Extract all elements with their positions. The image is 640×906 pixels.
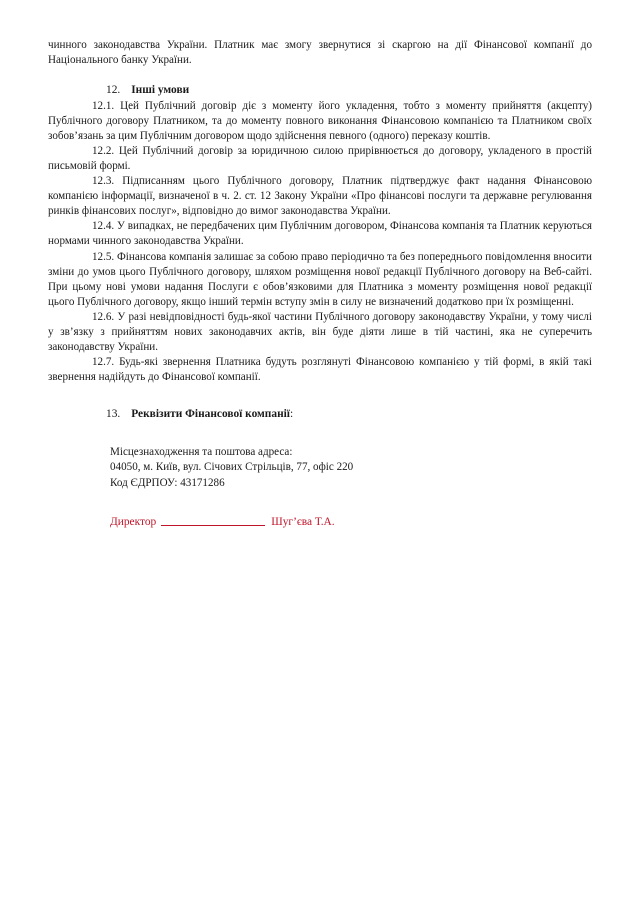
signature-name: Шуг’єва Т.А.: [271, 515, 335, 528]
spacer: [48, 385, 592, 407]
signature-line: [161, 516, 265, 526]
spacer: [48, 492, 592, 514]
carryover-paragraph: чинного законодавства України. Платник має змогу звернутися зі скаргою на дії Фінансової компанії до Національного банку України.: [48, 39, 592, 67]
spacer: [48, 423, 592, 445]
requisite-address-value: 04050, м. Київ, вул. Січових Стрільців, 77, офіс 220: [110, 461, 354, 474]
spacer: [48, 68, 592, 83]
paragraph-12-1: 12.1. Цей Публічний договір діє з моменту його укладення, тобто з моменту прийняття (акцепту) Публічного договору Платником, та до моменту повного виконання Фінансовою компанією та Платником своїх зобов’язань за цим Публічним договором щодо здійснення певного (одного) переказу коштів.: [48, 99, 592, 142]
paragraph-12-4: 12.4. У випадках, не передбачених цим Публічним договором, Фінансова компанія та Платник керуються нормами чинного законодавства України.: [48, 220, 592, 248]
section-number-12: 12.: [106, 84, 121, 97]
section-heading-12: [48, 83, 592, 98]
requisite-address-label: Місцезнаходження та поштова адреса:: [110, 445, 293, 458]
paragraph-12-7: 12.7. Будь-які звернення Платника будуть розглянуті Фінансовою компанією у тій формі, в якій такі звернення надійдуть до Фінансової компанії.: [48, 356, 592, 384]
section-number-13: 13.: [106, 408, 121, 421]
section-colon-13: :: [289, 408, 294, 421]
document-body: [48, 38, 592, 530]
requisites-block: [48, 445, 592, 492]
requisite-edrpou: Код ЄДРПОУ: 43171286: [110, 476, 225, 489]
section-title-13: Реквізити Фінансової компанії: [131, 408, 290, 421]
paragraph-12-3: 12.3. Підписанням цього Публічного договору, Платник підтверджує факт надання Фінансовою компанією інформації, визначеної в ч. 2. ст. 12 Закону України «Про фінансові послуги та державне регулювання ринків фінансових послуг», відповідно до вимог законодавства України.: [48, 175, 592, 218]
paragraph-12-6: 12.6. У разі невідповідності будь-якої частини Публічного договору законодавству України, у тому числі у зв’язку з прийняттям нових законодавчих актів, він буде діяти лише в тій частині, яка не суперечить законодавству України.: [48, 310, 592, 354]
signature-block: [48, 514, 592, 530]
paragraph-12-5: 12.5. Фінансова компанія залишає за собою право періодично та без попереднього повідомлення вносити зміни до умов цього Публічного договору, шляхом розміщення нової редакції Публічного договору на Веб-сайті. При цьому нові умови надання Послуги є обов’язковими для Платника з моменту розміщення нової редакції цього Публічного договору, якщо інший термін вступу змін в силу не визначений додатково при їх розміщенні.: [48, 250, 592, 308]
signature-role: Директор: [110, 515, 157, 528]
paragraph-12-2: 12.2. Цей Публічний договір за юридичною силою прирівнюється до договору, укладеного в простій письмовій формі.: [48, 144, 592, 172]
section-title-12: Інші умови: [131, 84, 190, 97]
section-heading-13: [48, 407, 592, 422]
